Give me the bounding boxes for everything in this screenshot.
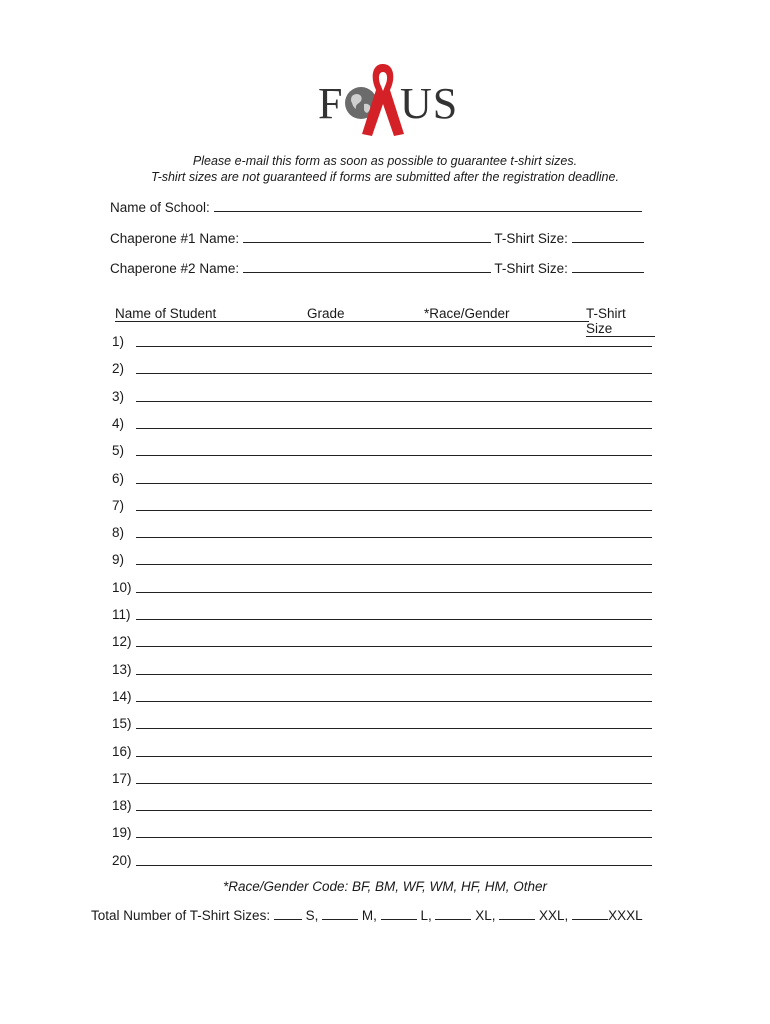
total-tshirt-sizes	[91, 907, 643, 923]
row-number: 3)	[112, 388, 125, 404]
column-race-gender: *Race/Gender	[420, 306, 589, 322]
total-size-xxxl: XXXL	[608, 908, 643, 923]
logo-text-f: F	[318, 79, 344, 128]
row-entry-line[interactable]	[136, 783, 652, 784]
row-number: 10)	[112, 579, 132, 595]
total-xl-line[interactable]	[435, 907, 471, 920]
row-number: 1)	[112, 334, 125, 349]
chaperone1-tshirt-line[interactable]	[572, 230, 644, 243]
row-entry-line[interactable]	[136, 510, 652, 511]
row-number: 11)	[112, 607, 131, 622]
total-size-s: S,	[305, 908, 319, 923]
row-number: 7)	[112, 497, 125, 513]
row-entry-line[interactable]	[136, 455, 652, 456]
row-entry-line[interactable]	[136, 483, 652, 484]
row-number: 19)	[112, 825, 132, 841]
row-number: 8)	[112, 525, 125, 541]
row-entry-line[interactable]	[136, 865, 652, 866]
student-row	[112, 689, 652, 705]
student-row	[112, 580, 652, 596]
total-size-m: M,	[361, 908, 377, 923]
row-number: 17)	[112, 770, 132, 786]
student-row	[112, 825, 652, 841]
student-row	[112, 798, 652, 814]
total-l-line[interactable]	[381, 907, 417, 920]
row-number: 13)	[112, 661, 132, 677]
focus-logo	[318, 60, 458, 140]
total-size-xl: XL,	[475, 908, 496, 923]
row-number: 6)	[112, 470, 125, 486]
row-number: 4)	[112, 415, 125, 431]
student-row	[112, 361, 652, 377]
total-size-l: L,	[420, 908, 432, 923]
row-number: 18)	[112, 798, 132, 814]
student-row	[112, 771, 652, 787]
chaperone1-label: Chaperone #1 Name:	[110, 231, 240, 246]
chaperone1-field	[110, 230, 644, 246]
row-number: 5)	[112, 443, 125, 459]
school-field	[110, 199, 642, 215]
total-size-xxl: XXL,	[539, 908, 569, 923]
row-number: 14)	[112, 688, 132, 704]
student-row	[112, 744, 652, 760]
row-entry-line[interactable]	[136, 728, 652, 729]
instruction-line-2: T-shirt sizes are not guaranteed if forms are submitted after the registration deadline.	[151, 170, 619, 184]
student-row	[112, 389, 652, 405]
student-row	[112, 853, 652, 869]
chaperone2-name-line[interactable]	[243, 260, 491, 273]
chaperone2-tshirt-line[interactable]	[572, 260, 644, 273]
column-tshirt-size: T-Shirt Size	[586, 306, 655, 337]
row-entry-line[interactable]	[136, 401, 652, 402]
total-s-line[interactable]	[274, 907, 302, 920]
row-number: 16)	[112, 743, 132, 759]
row-number: 20)	[112, 852, 132, 868]
student-row	[112, 662, 652, 678]
student-row	[112, 334, 652, 350]
school-input-line[interactable]	[214, 199, 642, 212]
student-row	[112, 607, 652, 623]
row-entry-line[interactable]	[136, 346, 652, 347]
student-row	[112, 416, 652, 432]
instruction-line-1: Please e-mail this form as soon as possible to guarantee t-shirt sizes.	[192, 154, 578, 168]
race-gender-code-note: *Race/Gender Code: BF, BM, WF, WM, HF, HM, Other	[222, 879, 548, 894]
student-row	[112, 716, 652, 732]
row-number: 12)	[112, 634, 132, 650]
row-number: 2)	[112, 361, 125, 377]
row-entry-line[interactable]	[136, 674, 652, 675]
logo-text-us: US	[400, 79, 459, 128]
row-entry-line[interactable]	[136, 837, 652, 838]
total-label: Total Number of T-Shirt Sizes:	[91, 908, 271, 923]
student-row	[112, 552, 652, 568]
chaperone1-tshirt-label: T-Shirt Size:	[494, 231, 568, 246]
row-entry-line[interactable]	[136, 646, 652, 647]
row-number: 15)	[112, 716, 132, 732]
chaperone2-field	[110, 260, 644, 276]
row-entry-line[interactable]	[136, 619, 652, 620]
chaperone2-label: Chaperone #2 Name:	[110, 261, 240, 276]
student-row	[112, 443, 652, 459]
total-xxxl-line[interactable]	[572, 907, 608, 920]
row-entry-line[interactable]	[136, 564, 652, 565]
column-name-of-student: Name of Student	[115, 306, 300, 322]
student-row	[112, 498, 652, 514]
total-m-line[interactable]	[322, 907, 358, 920]
row-entry-line[interactable]	[136, 592, 652, 593]
school-label: Name of School:	[110, 200, 210, 215]
row-entry-line[interactable]	[136, 373, 652, 374]
row-entry-line[interactable]	[136, 810, 652, 811]
student-row	[112, 471, 652, 487]
student-row	[112, 525, 652, 541]
row-entry-line[interactable]	[136, 537, 652, 538]
row-entry-line[interactable]	[136, 701, 652, 702]
row-number: 9)	[112, 552, 125, 568]
student-row	[112, 634, 652, 650]
chaperone2-tshirt-label: T-Shirt Size:	[494, 261, 568, 276]
column-grade: Grade	[300, 306, 422, 322]
total-xxl-line[interactable]	[499, 907, 535, 920]
row-entry-line[interactable]	[136, 428, 652, 429]
row-entry-line[interactable]	[136, 756, 652, 757]
chaperone1-name-line[interactable]	[243, 230, 491, 243]
